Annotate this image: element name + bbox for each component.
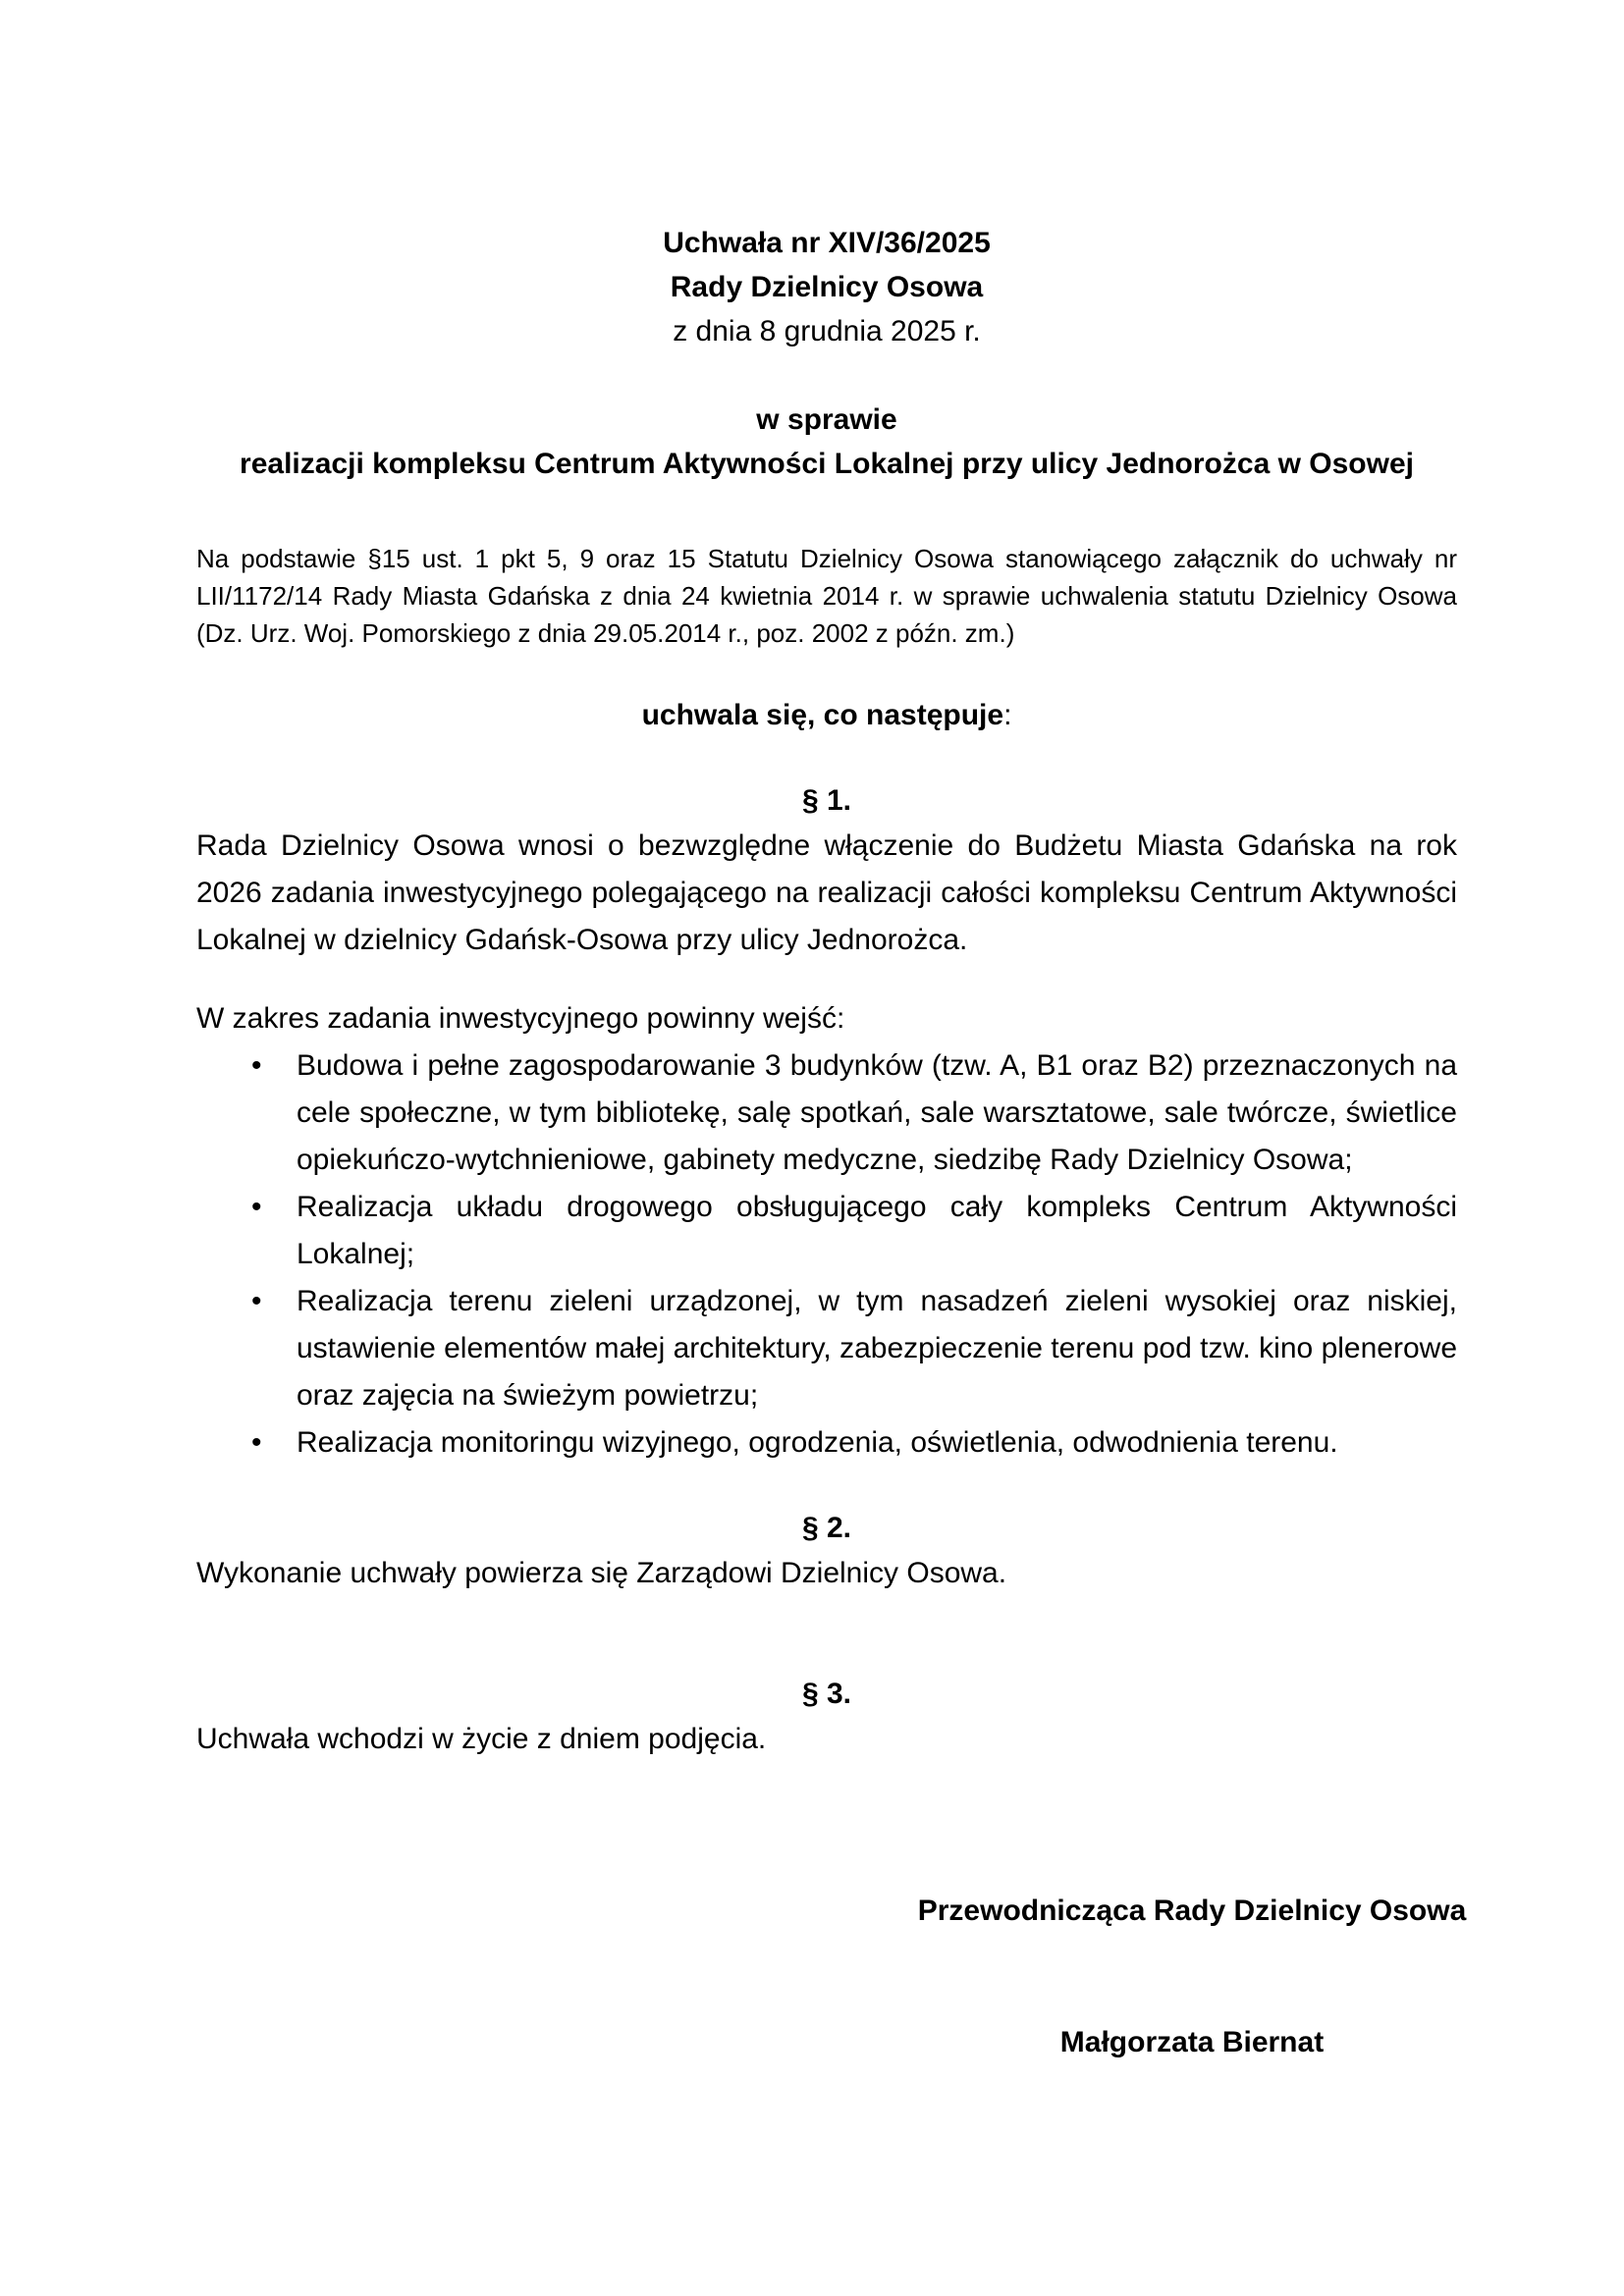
council-name: Rady Dzielnicy Osowa — [670, 271, 984, 303]
legal-basis-paragraph: Na podstawie §15 ust. 1 pkt 5, 9 oraz 15 Statutu Dzielnicy Osowa stanowiącego załącznik do uchwały nr LII/1172/14 Rady Miasta Gdańska z dnia 24 kwietnia 2014 r. w sprawie uchwalenia statutu Dzielnicy Osowa (Dz. Urz. Woj. Pomorskiego z dnia 29.05.2014 r., poz. 2002 z późn. zm.) — [196, 544, 1457, 648]
bullet-marker: • — [251, 1191, 262, 1223]
section-1-heading: § 1. — [801, 784, 852, 817]
subject-block — [196, 398, 1457, 486]
section-3-heading: § 3. — [801, 1678, 852, 1710]
resolution-number: Uchwała nr XIV/36/2025 — [663, 227, 991, 259]
investment-scope-intro: W zakres zadania inwestycyjnego powinny wejść: — [196, 1002, 845, 1035]
bullet-marker: • — [251, 1049, 262, 1082]
signature-name: Małgorzata Biernat — [1059, 2026, 1325, 2058]
investment-scope-list — [196, 1042, 1457, 1467]
bullet-marker: • — [251, 1426, 262, 1459]
list-item-text: Budowa i pełne zagospodarowanie 3 budynków (tzw. A, B1 oraz B2) przeznaczonych na cele społeczne, w tym bibliotekę, salę spotkań, sale warsztatowe, sale twórcze, świetlice opiekuńczo-wytchnieniowe, gabinety medyczne, siedzibę Rady Dzielnicy Osowa; — [297, 1049, 1457, 1176]
list-item-text: Realizacja układu drogowego obsługującego cały kompleks Centrum Aktywności Lokalnej; — [297, 1191, 1457, 1270]
bullet-marker: • — [251, 1285, 262, 1317]
list-item-text: Realizacja monitoringu wizyjnego, ogrodzenia, oświetlenia, odwodnienia terenu. — [297, 1426, 1338, 1459]
signature-block — [888, 1889, 1496, 2064]
subject-title: realizacji kompleksu Centrum Aktywności Lokalnej przy ulicy Jednorożca w Osowej — [240, 448, 1414, 480]
list-item — [196, 1042, 1457, 1184]
section-1-paragraph: Rada Dzielnicy Osowa wnosi o bezwzględne włączenie do Budżetu Miasta Gdańska na rok 2026 zadania inwestycyjnego polegającego na realizacji całości kompleksu Centrum Aktywności Lokalnej w dzielnicy Gdańsk-Osowa przy ulicy Jednorożca. — [196, 829, 1457, 956]
list-item — [196, 1184, 1457, 1278]
enacting-formula-text: uchwala się, co następuje — [641, 699, 1004, 731]
subject-label: w sprawie — [756, 403, 897, 436]
list-item — [196, 1278, 1457, 1419]
section-2-paragraph: Wykonanie uchwały powierza się Zarządowi Dzielnicy Osowa. — [196, 1557, 1007, 1589]
document-header — [196, 221, 1457, 353]
enacting-formula — [196, 693, 1457, 737]
section-2-heading: § 2. — [801, 1512, 852, 1544]
resolution-date: z dnia 8 grudnia 2025 r. — [673, 315, 981, 347]
list-item-text: Realizacja terenu zieleni urządzonej, w tym nasadzeń zieleni wysokiej oraz niskiej, ustawienie elementów małej architektury, zabezpieczenie terenu pod tzw. kino plenerowe oraz zajęcia na świeżym powietrzu; — [297, 1285, 1457, 1412]
section-3-paragraph: Uchwała wchodzi w życie z dniem podjęcia. — [196, 1723, 767, 1755]
signature-role: Przewodnicząca Rady Dzielnicy Osowa — [917, 1895, 1467, 1927]
enacting-formula-colon: : — [1003, 699, 1012, 731]
list-item — [196, 1419, 1457, 1467]
